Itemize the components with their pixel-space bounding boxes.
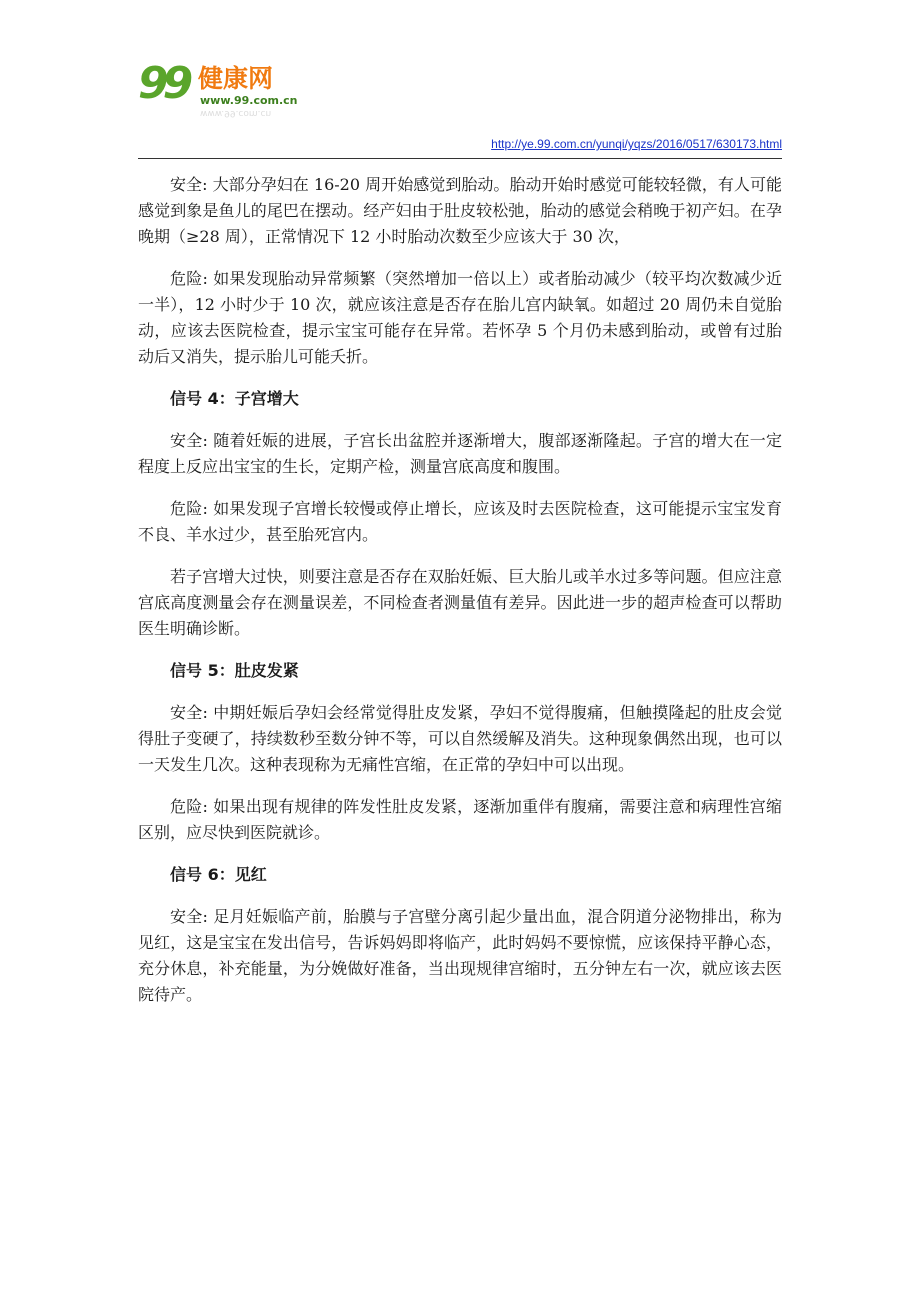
heading-signal-5: 信号 5：肚皮发紧: [170, 661, 299, 680]
source-url-link[interactable]: http://ye.99.com.cn/yunqi/yqzs/2016/0517/630173.html: [491, 137, 782, 151]
header-divider: [138, 158, 782, 159]
heading-signal-6: 信号 6：见红: [170, 865, 267, 884]
paragraph-fetal-movement-safe: 安全: 大部分孕妇在 16-20 周开始感觉到胎动。胎动开始时感觉可能较轻微，有人可能感觉到象是鱼儿的尾巴在摆动。经产妇由于肚皮较松弛，胎动的感觉会稍晚于初产妇。在孕晚期（≥28 周），正常情况下 12 小时胎动次数至少应该大于 30 次，: [138, 175, 782, 246]
paragraph-uterus-safe: 安全: 随着妊娠的进展，子宫长出盆腔并逐渐增大，腹部逐渐隆起。子宫的增大在一定程度上反应出宝宝的生长，定期产检，测量宫底高度和腹围。: [138, 431, 782, 476]
paragraph-belly-tight-safe: 安全: 中期妊娠后孕妇会经常觉得肚皮发紧，孕妇不觉得腹痛，但触摸隆起的肚皮会觉得肚子变硬了，持续数秒至数分钟不等，可以自然缓解及消失。这种现象偶然出现，也可以一天发生几次。这种表现称为无痛性宫缩，在正常的孕妇中可以出现。: [138, 703, 782, 774]
paragraph-show-safe: 安全: 足月妊娠临产前，胎膜与子宫壁分离引起少量出血，混合阴道分泌物排出，称为见红，这是宝宝在发出信号，告诉妈妈即将临产，此时妈妈不要惊慌，应该保持平静心态，充分休息，补充能量，为分娩做好准备，当出现规律宫缩时，五分钟左右一次，就应该去医院待产。: [138, 907, 782, 1004]
paragraph-uterus-danger: 危险: 如果发现子宫增长较慢或停止增长，应该及时去医院检查，这可能提示宝宝发育不良、羊水过少，甚至胎死宫内。: [138, 499, 782, 544]
logo-brand-text: 健康网: [198, 64, 274, 93]
heading-signal-4: 信号 4：子宫增大: [170, 389, 299, 408]
paragraph-fetal-movement-danger: 危险: 如果发现胎动异常频繁（突然增加一倍以上）或者胎动减少（较平均次数减少近一半），12 小时少于 10 次，就应该注意是否存在胎儿宫内缺氧。如超过 20 周仍未自觉胎动，应该去医院检查，提示宝宝可能存在异常。若怀孕 5 个月仍未感到胎动，或曾有过胎动后又消失，提示胎儿可能夭折。: [138, 269, 782, 366]
article-body: [138, 172, 782, 1024]
site-logo[interactable]: [138, 58, 338, 124]
paragraph-belly-tight-danger: 危险: 如果出现有规律的阵发性肚皮发紧，逐渐加重伴有腹痛，需要注意和病理性宫缩区别，应尽快到医院就诊。: [138, 797, 782, 842]
paragraph-uterus-fast: 若子宫增大过快，则要注意是否存在双胎妊娠、巨大胎儿或羊水过多等问题。但应注意宫底高度测量会存在测量误差，不同检查者测量值有差异。因此进一步的超声检查可以帮助医生明确诊断。: [138, 567, 782, 638]
logo-url-text: www.99.com.cn: [200, 94, 298, 107]
logo-numeral: 99: [138, 58, 188, 109]
logo-reflection: www.99.com.cn: [200, 108, 272, 118]
